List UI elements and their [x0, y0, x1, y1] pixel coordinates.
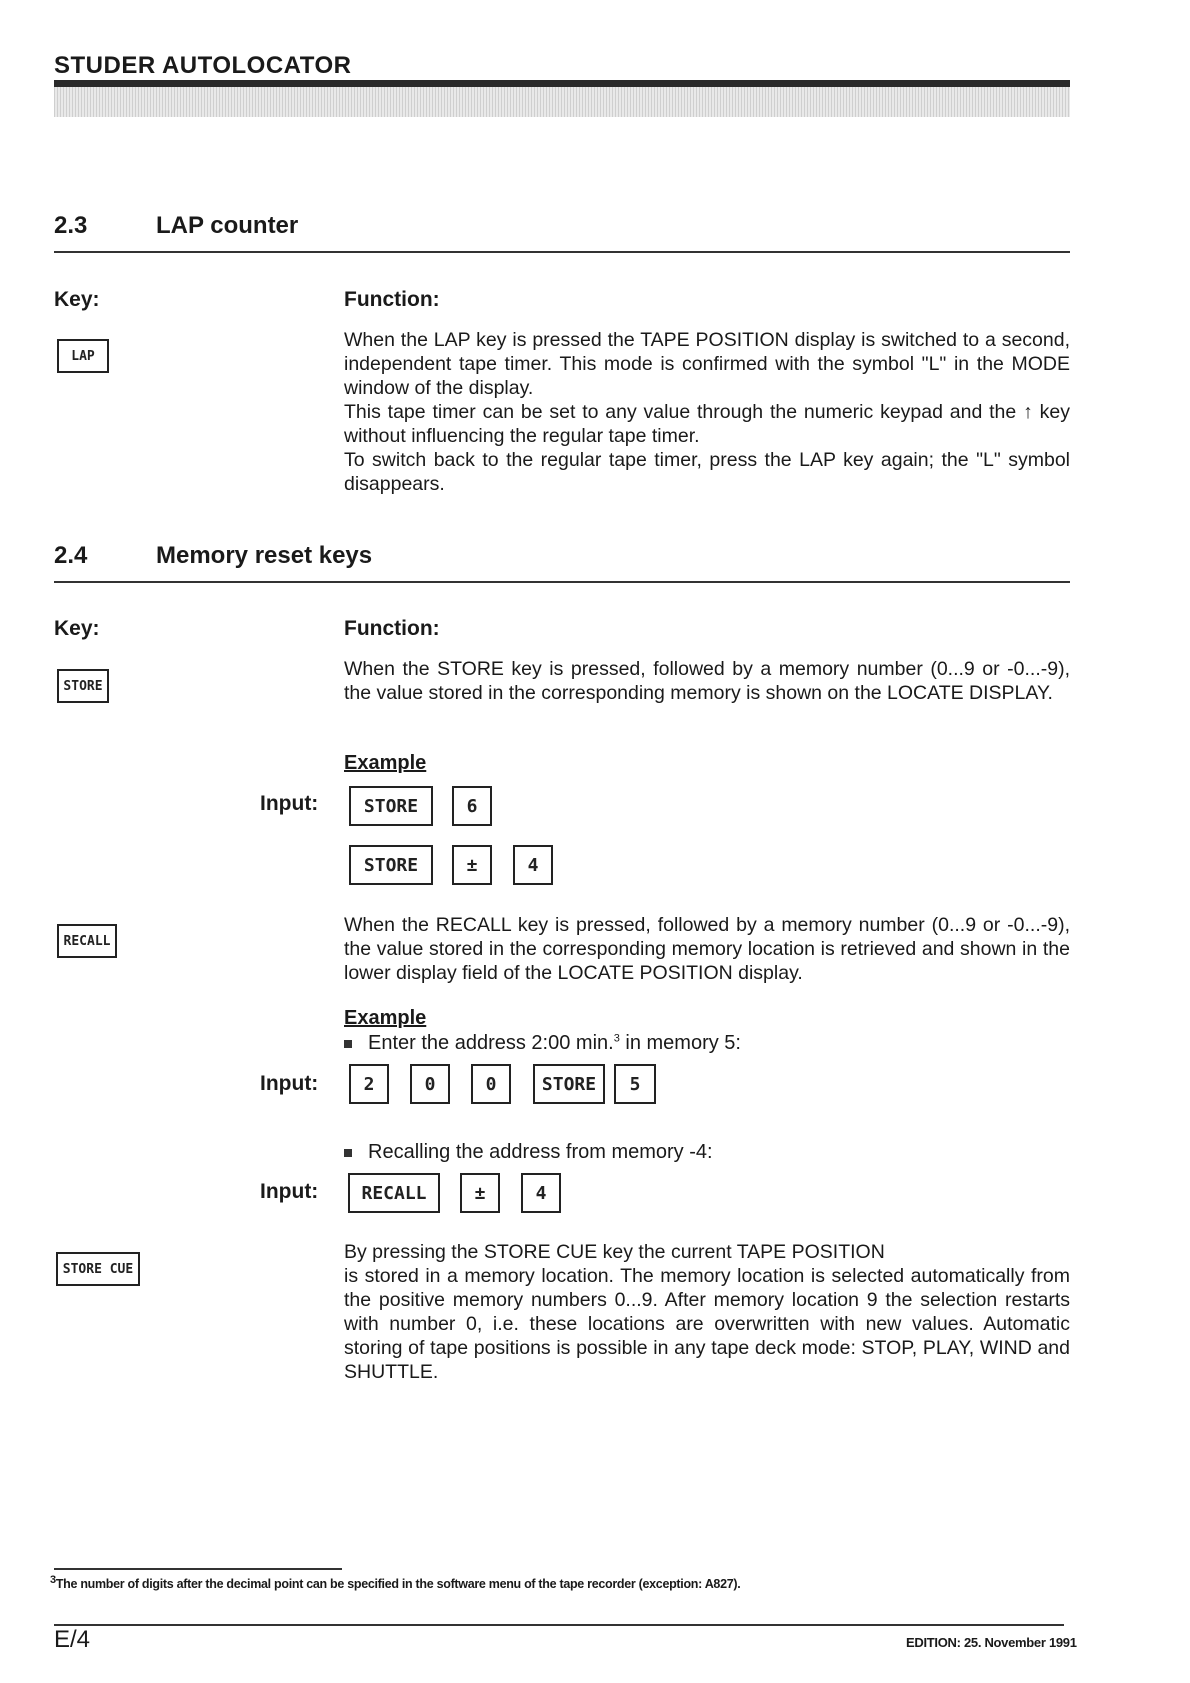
digit-0-key: 0 — [471, 1064, 511, 1104]
bullet-item — [344, 1032, 741, 1055]
plus-minus-key: ± — [452, 845, 492, 885]
bullet-text: Recalling the address from memory -4: — [368, 1141, 713, 1163]
document-header-title: STUDER AUTOLOCATOR — [54, 52, 352, 79]
recall-text: When the RECALL key is pressed, followed by a memory number (0...9 or -0...-9), the value stored in the corresponding memory location is retrieved and shown in the lower display field of the LOCATE POSITION display. — [344, 914, 1070, 984]
store-key: STORE — [349, 786, 433, 826]
edition-date: EDITION: 25. November 1991 — [906, 1635, 1077, 1650]
footer-rule — [54, 1624, 1064, 1626]
digit-0-key: 0 — [410, 1064, 450, 1104]
header-bar — [54, 80, 1070, 117]
function-column-label: Function: — [344, 288, 440, 311]
store-key: STORE — [533, 1064, 605, 1104]
lap-key: LAP — [57, 339, 109, 373]
page-number: E/4 — [54, 1626, 91, 1653]
input-label: Input: — [260, 792, 319, 815]
section-number: 2.4 — [54, 542, 88, 569]
function-column-label: Function: — [344, 617, 440, 640]
digit-4-key: 4 — [513, 845, 553, 885]
recall-description — [344, 913, 1070, 985]
store-key: STORE — [349, 845, 433, 885]
digit-4-key: 4 — [521, 1173, 561, 1213]
recall-key: RECALL — [348, 1173, 440, 1213]
digit-6-key: 6 — [452, 786, 492, 826]
example-heading: Example — [344, 752, 427, 774]
digit-2-key: 2 — [349, 1064, 389, 1104]
lap-paragraph: This tape timer can be set to any value through the numeric keypad and the ↑ key without influencing the regular tape timer. — [344, 401, 1070, 447]
store-description — [344, 657, 1070, 705]
store-text: When the STORE key is pressed, followed by a memory number (0...9 or -0...-9), the value stored in the corresponding memory is shown on the LOCATE DISPLAY. — [344, 658, 1070, 704]
recall-key: RECALL — [57, 924, 117, 958]
section-number: 2.3 — [54, 212, 88, 239]
footnote-text: The number of digits after the decimal point can be specified in the software menu of the tape recorder (exception: A827). — [55, 1577, 741, 1592]
bullet-icon — [344, 1040, 352, 1048]
section-title: Memory reset keys — [156, 542, 373, 569]
input-label: Input: — [260, 1072, 319, 1095]
footnote — [50, 1574, 740, 1591]
section-title: LAP counter — [156, 212, 299, 239]
bullet-text: Enter the address 2:00 min. — [368, 1032, 614, 1054]
lap-paragraph: When the LAP key is pressed the TAPE POSITION display is switched to a second, independent tape timer. This mode is confirmed with the symbol "L" in the MODE window of the display. — [344, 329, 1070, 399]
bullet-text: in memory 5: — [619, 1032, 741, 1054]
store-cue-key: STORE CUE — [56, 1252, 140, 1286]
store-key: STORE — [57, 669, 109, 703]
footnote-ref: 3 — [613, 1032, 620, 1045]
footnote-mark: 3 — [50, 1574, 56, 1586]
key-column-label: Key: — [54, 288, 100, 311]
store-cue-text: is stored in a memory location. The memory location is selected automatically from the positive memory numbers 0...9. After memory location 9 the selection restarts with number 0, i.e. these locations are overwritten with new values. Automatic storing of tape positions is possible in any tape deck mode: STOP, PLAY, WIND and SHUTTLE. — [344, 1265, 1070, 1383]
key-column-label: Key: — [54, 617, 100, 640]
footnote-rule — [54, 1568, 342, 1570]
store-cue-description — [344, 1240, 1070, 1384]
store-cue-line: By pressing the STORE CUE key the current TAPE POSITION — [344, 1241, 885, 1263]
section-rule — [54, 581, 1070, 583]
input-label: Input: — [260, 1180, 319, 1203]
lap-paragraph: To switch back to the regular tape timer, press the LAP key again; the "L" symbol disappears. — [344, 449, 1070, 495]
example-heading: Example — [344, 1007, 427, 1029]
digit-5-key: 5 — [614, 1064, 656, 1104]
bullet-icon — [344, 1149, 352, 1157]
lap-description — [344, 328, 1070, 496]
bullet-item — [344, 1141, 713, 1164]
plus-minus-key: ± — [460, 1173, 500, 1213]
section-rule — [54, 251, 1070, 253]
